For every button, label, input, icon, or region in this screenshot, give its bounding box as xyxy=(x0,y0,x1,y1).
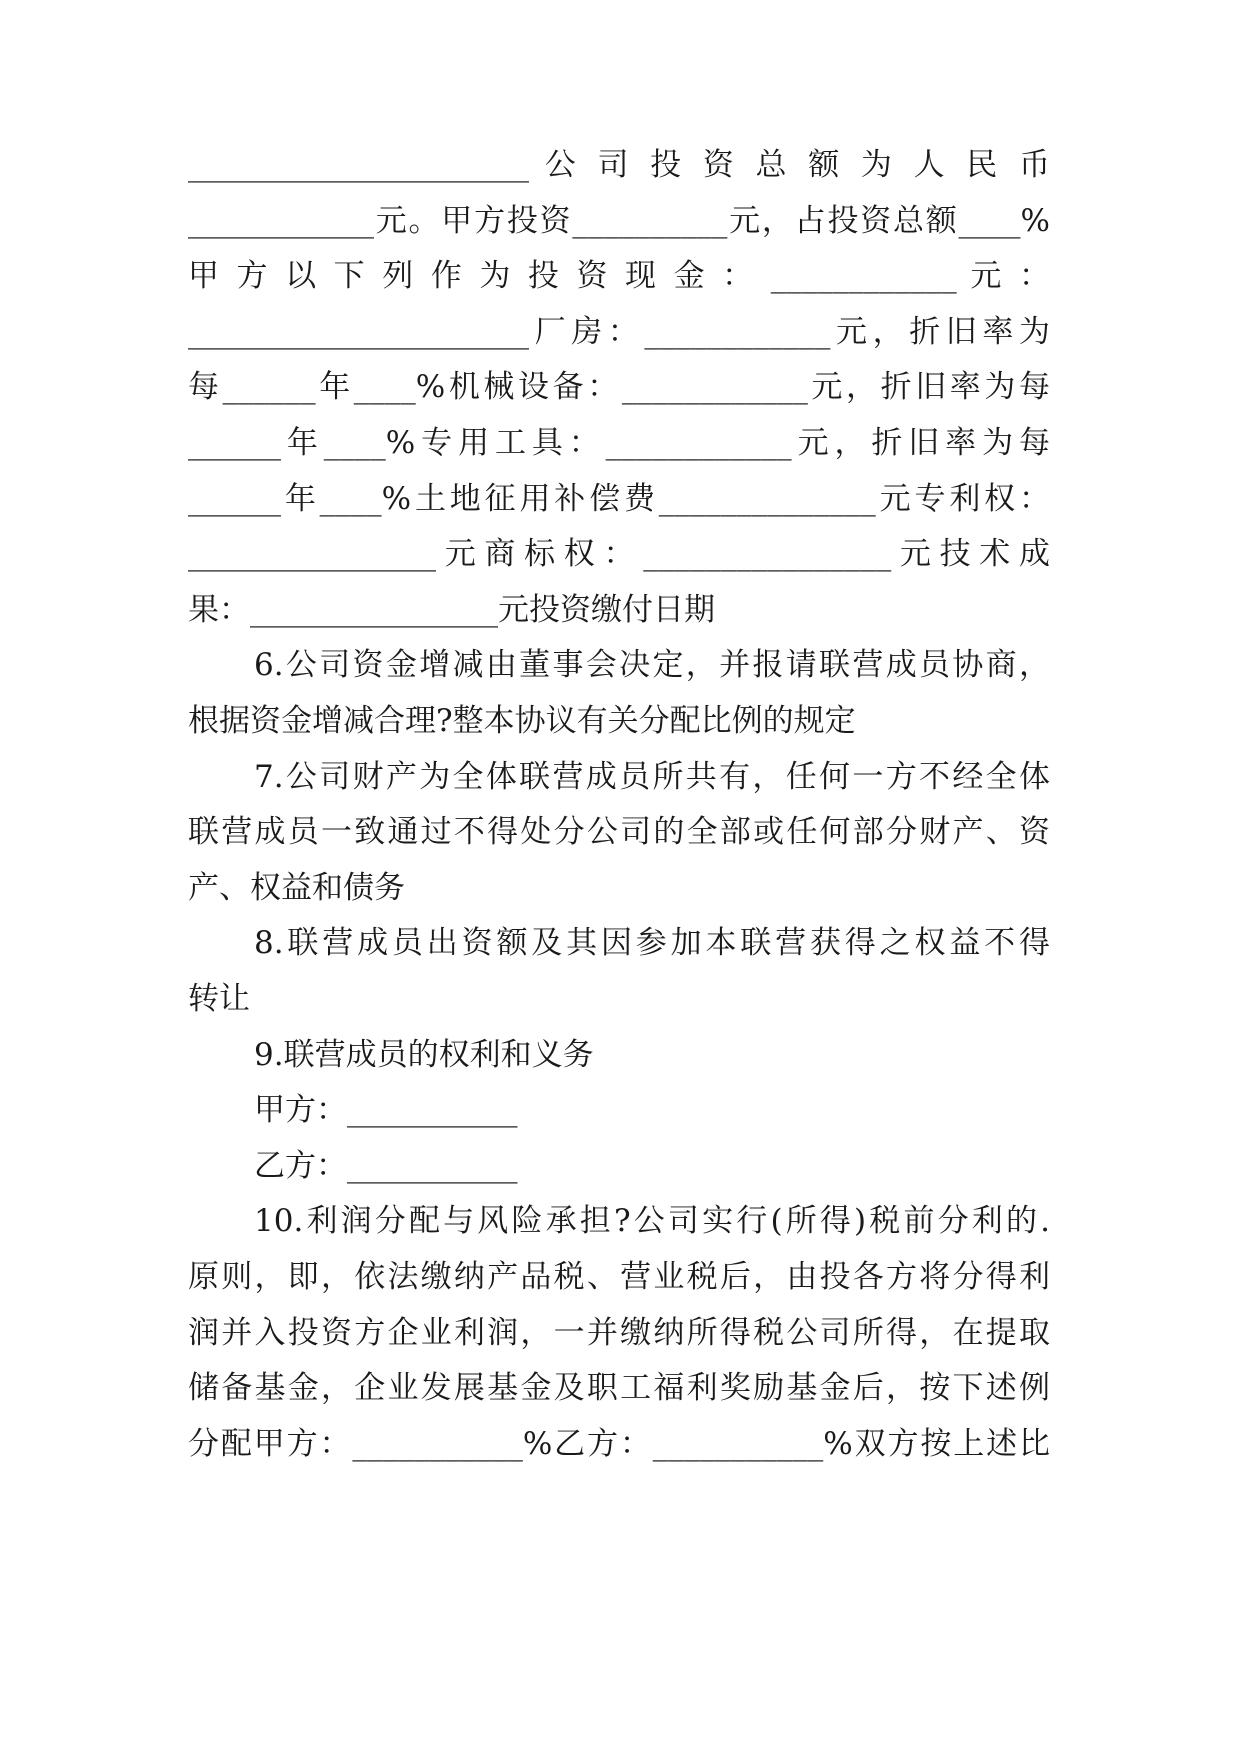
text-line: ______________________ 公 司 投 资 总 额 为 人 民 币 xyxy=(188,147,1050,183)
text-line: 果：________________元投资缴付日期 xyxy=(188,592,715,628)
text-line: 甲 方 以 下 列 作 为 投 资 现 金 ： ____________ 元 ： xyxy=(188,258,1050,294)
text-line: ______年____%专用工具：____________元，折旧率为每 xyxy=(188,425,1050,461)
text-line: 每______年____%机械设备：____________元，折旧率为每 xyxy=(188,369,1050,405)
text-line: 分配甲方：___________%乙方：___________%双方按上述比 xyxy=(188,1426,1050,1462)
text-line: 储备基金，企业发展基金及职工福利奖励基金后，按下述例 xyxy=(188,1370,1050,1406)
party-a-line: 甲方：___________ xyxy=(254,1092,518,1128)
paragraph-8-line: 8.联营成员出资额及其因参加本联营获得之权益不得 xyxy=(254,925,1050,961)
text-line: 联营成员一致通过不得处分公司的全部或任何部分财产、资 xyxy=(188,814,1050,850)
paragraph-6-line: 6.公司资金增减由董事会决定，并报请联营成员协商， xyxy=(254,647,1050,683)
text-line: 润并入投资方企业利润，一并缴纳所得税公司所得，在提取 xyxy=(188,1315,1050,1351)
paragraph-7-line: 7.公司财产为全体联营成员所共有，任何一方不经全体 xyxy=(254,759,1050,795)
party-b-line: 乙方：___________ xyxy=(254,1148,518,1184)
text-line: 转让 xyxy=(188,981,250,1017)
paragraph-9-line: 9.联营成员的权利和义务 xyxy=(254,1037,594,1073)
text-line: 根据资金增减合理?整本协议有关分配比例的规定 xyxy=(188,703,856,739)
text-line: ______年____%土地征用补偿费______________元专利权： xyxy=(188,481,1050,517)
paragraph-10-line: 10.利润分配与风险承担?公司实行(所得)税前分利的. xyxy=(254,1203,1050,1239)
text-line: 原则，即，依法缴纳产品税、营业税后，由投各方将分得利 xyxy=(188,1259,1050,1295)
text-line: ____________元。甲方投资__________元，占投资总额____% xyxy=(188,203,1050,239)
text-line: ________________元商标权：________________元技术成 xyxy=(188,536,1050,572)
text-line: 产、权益和债务 xyxy=(188,870,405,906)
text-line: ______________________厂房：____________元，折旧率为 xyxy=(188,314,1050,350)
